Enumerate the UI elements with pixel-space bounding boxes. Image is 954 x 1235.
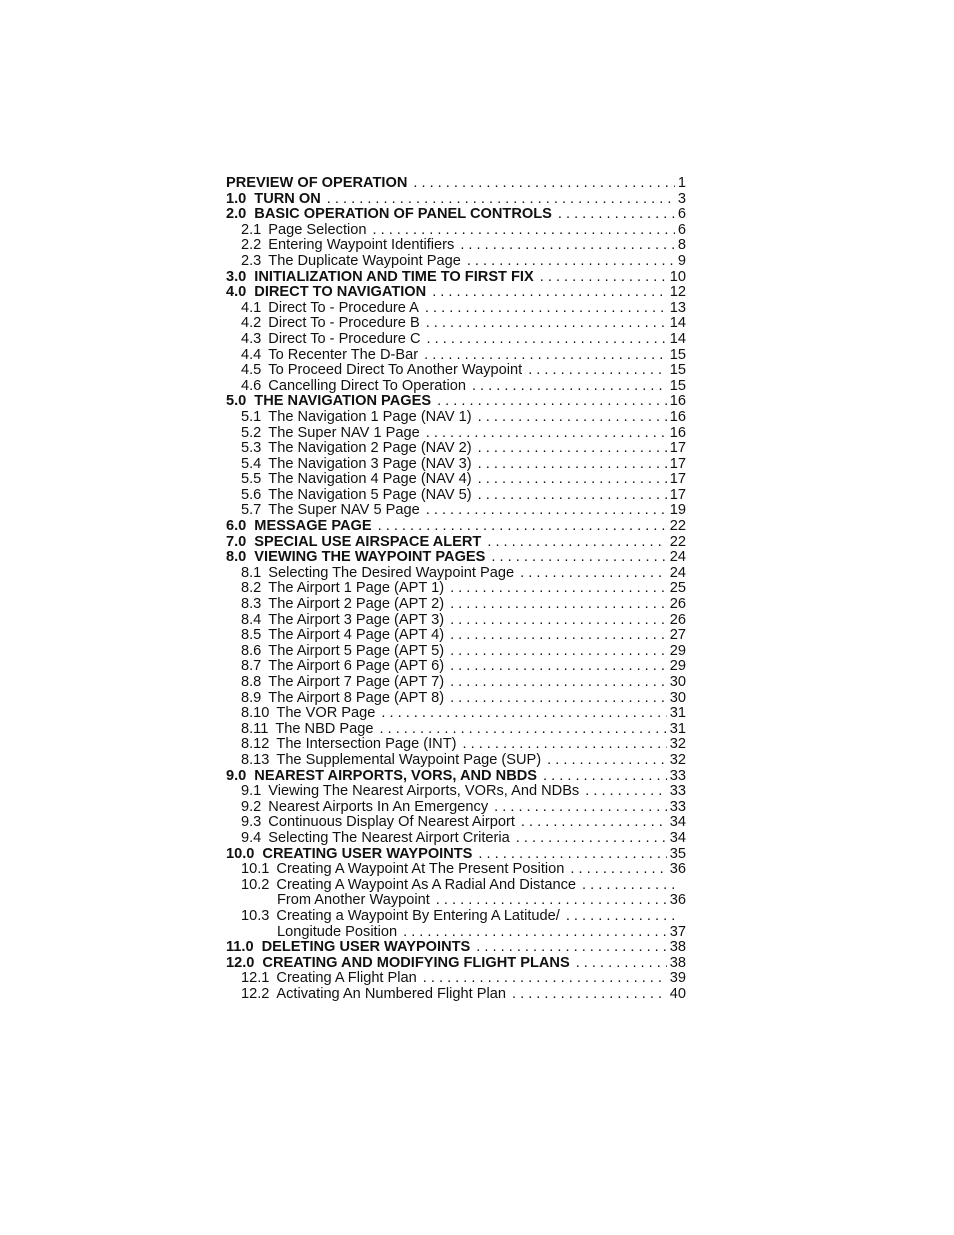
toc-section-title: THE NAVIGATION PAGES	[254, 393, 432, 410]
toc-page-number: 26	[669, 611, 686, 628]
toc-entry	[226, 737, 686, 753]
toc-section-title: The Navigation 3 Page (NAV 3)	[268, 455, 472, 472]
toc-entry	[226, 956, 686, 972]
toc-section-title: From Another Waypoint	[277, 892, 430, 909]
toc-section-number: 8.10	[241, 705, 270, 722]
toc-entry	[226, 394, 686, 410]
toc-dot-leader	[379, 722, 666, 738]
toc-page-number: 36	[669, 861, 686, 878]
toc-entry	[226, 815, 686, 831]
toc-section-title: Selecting The Desired Waypoint Page	[268, 564, 515, 581]
toc-dot-leader	[487, 535, 666, 551]
toc-page-number: 37	[669, 923, 686, 940]
toc-entry	[226, 597, 686, 613]
toc-entry	[226, 706, 686, 722]
toc-section-number: 8.11	[241, 720, 269, 737]
toc-section-number: 8.3	[241, 596, 262, 613]
toc-dot-leader	[450, 659, 667, 675]
toc-section-number: 4.0	[226, 284, 247, 301]
toc-dot-leader	[478, 410, 667, 426]
toc-section-number: 5.7	[241, 502, 262, 519]
toc-entry	[226, 581, 686, 597]
toc-section-title: VIEWING THE WAYPOINT PAGES	[254, 549, 486, 566]
toc-page-number: 35	[669, 845, 686, 862]
toc-section-number: 5.5	[241, 471, 262, 488]
toc-section-title: The Airport 2 Page (APT 2)	[268, 596, 445, 613]
toc-section-number: 2.2	[241, 237, 262, 254]
toc-section-number: 2.1	[241, 221, 262, 238]
toc-section-number: 5.3	[241, 440, 262, 457]
toc-section-title: The Airport 8 Page (APT 8)	[268, 689, 445, 706]
toc-entry	[226, 535, 686, 551]
toc-page-number: 17	[669, 455, 686, 472]
toc-section-number: 12.1	[241, 970, 270, 987]
toc-entry	[226, 566, 686, 582]
toc-entry	[226, 238, 686, 254]
toc-page-number: 38	[669, 939, 686, 956]
toc-dot-leader	[450, 675, 667, 691]
toc-dot-leader	[450, 691, 667, 707]
toc-dot-leader	[460, 238, 675, 254]
toc-section-number: 6.0	[226, 518, 247, 535]
toc-entry	[226, 457, 686, 473]
toc-section-number: 4.4	[241, 346, 262, 363]
toc-entry	[226, 691, 686, 707]
table-of-contents	[226, 176, 686, 1002]
toc-entry	[226, 659, 686, 675]
toc-entry	[226, 675, 686, 691]
toc-entry	[226, 176, 686, 192]
toc-page-number: 38	[669, 954, 686, 971]
toc-page-number: 33	[669, 783, 686, 800]
toc-section-title: NEAREST AIRPORTS, VORS, AND NBDS	[254, 767, 538, 784]
toc-section-title: The Airport 1 Page (APT 1)	[268, 580, 445, 597]
toc-section-title: Cancelling Direct To Operation	[268, 377, 466, 394]
toc-section-title: Creating a Waypoint By Entering A Latitude/	[276, 907, 560, 924]
toc-section-title: The Intersection Page (INT)	[276, 736, 457, 753]
toc-dot-leader	[450, 628, 667, 644]
toc-section-number: 1.0	[226, 190, 247, 207]
toc-section-number: 10.3	[241, 907, 270, 924]
toc-dot-leader	[423, 971, 667, 987]
toc-dot-leader	[478, 488, 667, 504]
toc-entry	[226, 426, 686, 442]
toc-entry	[226, 550, 686, 566]
toc-dot-leader	[520, 566, 667, 582]
toc-dot-leader	[478, 441, 667, 457]
toc-dot-leader	[476, 940, 666, 956]
toc-entry	[226, 940, 686, 956]
toc-entry	[226, 971, 686, 987]
toc-section-number: 4.2	[241, 315, 262, 332]
toc-entry	[226, 410, 686, 426]
toc-section-number: 8.5	[241, 627, 262, 644]
toc-dot-leader	[462, 737, 666, 753]
toc-section-number: 9.1	[241, 783, 262, 800]
toc-page-number: 15	[669, 377, 686, 394]
toc-section-title: CREATING USER WAYPOINTS	[262, 845, 473, 862]
toc-entry	[226, 847, 686, 863]
toc-dot-leader	[378, 519, 667, 535]
toc-section-title: The Airport 4 Page (APT 4)	[268, 627, 445, 644]
toc-section-title: TURN ON	[254, 190, 321, 207]
toc-entry	[226, 223, 686, 239]
toc-entry	[226, 254, 686, 270]
toc-section-number: 8.12	[241, 736, 270, 753]
toc-section-title: SPECIAL USE AIRSPACE ALERT	[254, 533, 482, 550]
toc-section-title: The Navigation 1 Page (NAV 1)	[268, 408, 472, 425]
toc-page-number: 22	[669, 518, 686, 535]
toc-section-title: The Super NAV 5 Page	[268, 502, 420, 519]
toc-section-number: 5.2	[241, 424, 262, 441]
toc-section-number: 5.1	[241, 408, 262, 425]
toc-section-title: DIRECT TO NAVIGATION	[254, 284, 427, 301]
toc-dot-leader	[540, 270, 667, 286]
toc-dot-leader	[436, 893, 667, 909]
toc-page-number: 6	[677, 206, 686, 223]
toc-page-number: 1	[677, 175, 686, 191]
toc-section-title: Direct To - Procedure B	[268, 315, 420, 332]
toc-page-number: 39	[669, 970, 686, 987]
toc-page-number: 16	[669, 408, 686, 425]
toc-page-number: 17	[669, 471, 686, 488]
toc-section-number: 9.4	[241, 829, 262, 846]
toc-entry	[226, 441, 686, 457]
toc-dot-leader	[478, 457, 667, 473]
toc-entry	[226, 488, 686, 504]
toc-dot-leader	[491, 550, 666, 566]
toc-dot-leader	[547, 753, 667, 769]
toc-dot-leader	[521, 815, 667, 831]
toc-page-number: 31	[669, 705, 686, 722]
toc-entry	[226, 379, 686, 395]
toc-section-number: 9.3	[241, 814, 262, 831]
toc-page-number: 16	[669, 424, 686, 441]
toc-section-title: MESSAGE PAGE	[254, 518, 372, 535]
toc-section-title: DELETING USER WAYPOINTS	[261, 939, 471, 956]
toc-dot-leader	[566, 909, 675, 925]
toc-dot-leader	[472, 379, 667, 395]
toc-entry	[226, 503, 686, 519]
toc-section-number: 10.0	[226, 845, 255, 862]
toc-dot-leader	[450, 613, 667, 629]
toc-dot-leader	[478, 472, 667, 488]
toc-entry	[226, 862, 686, 878]
toc-section-title: The Navigation 2 Page (NAV 2)	[268, 440, 472, 457]
toc-section-title: Selecting The Nearest Airport Criteria	[268, 829, 510, 846]
toc-section-title: The Super NAV 1 Page	[268, 424, 420, 441]
toc-section-title: The Airport 5 Page (APT 5)	[268, 642, 445, 659]
toc-section-title: Entering Waypoint Identifiers	[268, 237, 455, 254]
toc-entry	[226, 472, 686, 488]
toc-entry	[226, 628, 686, 644]
toc-entry	[226, 332, 686, 348]
toc-page-number: 24	[669, 564, 686, 581]
toc-page-number: 34	[669, 829, 686, 846]
toc-section-number: 8.4	[241, 611, 262, 628]
toc-page-number: 26	[669, 596, 686, 613]
toc-dot-leader	[424, 348, 667, 364]
toc-page-number: 29	[669, 642, 686, 659]
toc-page-number: 33	[669, 798, 686, 815]
toc-dot-leader	[582, 878, 675, 894]
toc-section-number: 4.3	[241, 330, 262, 347]
toc-section-number: 8.0	[226, 549, 247, 566]
toc-section-title: The NBD Page	[275, 720, 374, 737]
toc-entry	[226, 363, 686, 379]
toc-entry	[226, 348, 686, 364]
toc-section-number: 2.0	[226, 206, 247, 223]
toc-dot-leader	[372, 223, 674, 239]
toc-entry	[226, 753, 686, 769]
toc-section-title: The Airport 6 Page (APT 6)	[268, 658, 445, 675]
toc-section-number: 12.0	[226, 954, 255, 971]
toc-entry	[226, 722, 686, 738]
toc-dot-leader	[450, 644, 667, 660]
toc-page-number: 30	[669, 689, 686, 706]
toc-dot-leader	[437, 394, 667, 410]
toc-page-number: 15	[669, 362, 686, 379]
toc-page-number: 36	[669, 892, 686, 909]
toc-section-title: The Navigation 5 Page (NAV 5)	[268, 486, 472, 503]
toc-section-title: The Airport 7 Page (APT 7)	[268, 674, 445, 690]
toc-dot-leader	[425, 301, 667, 317]
toc-dot-leader	[528, 363, 667, 379]
toc-dot-leader	[381, 706, 666, 722]
toc-entry	[226, 519, 686, 535]
toc-section-title: To Recenter The D-Bar	[268, 346, 419, 363]
toc-entry	[226, 925, 686, 941]
toc-section-number: 3.0	[226, 268, 247, 285]
toc-section-number: 7.0	[226, 533, 247, 550]
toc-page-number: 14	[669, 315, 686, 332]
toc-entry	[226, 800, 686, 816]
toc-dot-leader	[494, 800, 667, 816]
toc-section-title: Longitude Position	[277, 923, 398, 940]
toc-section-number: 9.0	[226, 767, 247, 784]
toc-dot-leader	[432, 285, 667, 301]
toc-page-number: 16	[669, 393, 686, 410]
toc-section-number: 8.7	[241, 658, 262, 675]
toc-section-title: Viewing The Nearest Airports, VORs, And NDBs	[268, 783, 580, 800]
toc-entry	[226, 909, 686, 925]
toc-dot-leader	[413, 176, 675, 192]
toc-page-number: 22	[669, 533, 686, 550]
toc-section-number: 4.5	[241, 362, 262, 379]
toc-page-number: 12	[669, 284, 686, 301]
toc-page-number: 10	[669, 268, 686, 285]
toc-dot-leader	[450, 581, 667, 597]
toc-section-number: 2.3	[241, 252, 262, 269]
toc-section-number: 4.1	[241, 299, 262, 316]
toc-entry	[226, 893, 686, 909]
toc-section-number: 8.6	[241, 642, 262, 659]
toc-page-number: 14	[669, 330, 686, 347]
toc-section-title: The VOR Page	[276, 705, 376, 722]
toc-dot-leader	[512, 987, 667, 1003]
toc-page-number: 9	[677, 252, 686, 269]
toc-section-title: BASIC OPERATION OF PANEL CONTROLS	[254, 206, 552, 223]
toc-page-number: 30	[669, 674, 686, 690]
toc-entry	[226, 613, 686, 629]
toc-page-number: 8	[677, 237, 686, 254]
toc-entry	[226, 301, 686, 317]
toc-section-title: PREVIEW OF OPERATION	[226, 175, 408, 191]
toc-page-number: 33	[669, 767, 686, 784]
toc-page-number: 15	[669, 346, 686, 363]
toc-dot-leader	[570, 862, 666, 878]
toc-section-number: 4.6	[241, 377, 262, 394]
toc-dot-leader	[558, 207, 675, 223]
toc-dot-leader	[403, 925, 667, 941]
toc-dot-leader	[576, 956, 667, 972]
toc-dot-leader	[426, 426, 667, 442]
toc-page-number: 19	[669, 502, 686, 519]
toc-page-number: 6	[677, 221, 686, 238]
toc-entry	[226, 270, 686, 286]
toc-section-number: 8.8	[241, 674, 262, 690]
toc-page-number: 25	[669, 580, 686, 597]
toc-entry	[226, 987, 686, 1003]
toc-page-number: 17	[669, 486, 686, 503]
toc-section-title: The Duplicate Waypoint Page	[268, 252, 461, 269]
toc-dot-leader	[426, 316, 667, 332]
toc-section-number: 5.0	[226, 393, 247, 410]
toc-section-number: 11.0	[226, 939, 254, 956]
toc-dot-leader	[467, 254, 675, 270]
toc-page-number: 3	[677, 190, 686, 207]
toc-dot-leader	[585, 784, 667, 800]
toc-section-title: The Navigation 4 Page (NAV 4)	[268, 471, 472, 488]
toc-page-number: 17	[669, 440, 686, 457]
toc-entry	[226, 769, 686, 785]
toc-entry	[226, 784, 686, 800]
toc-entry	[226, 831, 686, 847]
toc-page-number: 31	[669, 720, 686, 737]
toc-page-number: 27	[669, 627, 686, 644]
toc-section-number: 8.2	[241, 580, 262, 597]
toc-entry	[226, 207, 686, 223]
toc-section-number: 5.4	[241, 455, 262, 472]
toc-section-title: Creating A Flight Plan	[276, 970, 417, 987]
toc-dot-leader	[427, 332, 667, 348]
toc-section-number: 8.13	[241, 751, 270, 768]
toc-page-number: 29	[669, 658, 686, 675]
toc-section-title: The Supplemental Waypoint Page (SUP)	[276, 751, 542, 768]
toc-entry	[226, 878, 686, 894]
toc-dot-leader	[478, 847, 666, 863]
toc-section-title: Page Selection	[268, 221, 367, 238]
toc-section-title: Creating A Waypoint At The Present Position	[276, 861, 565, 878]
toc-section-number: 8.9	[241, 689, 262, 706]
toc-page-number: 32	[669, 751, 686, 768]
toc-section-number: 8.1	[241, 564, 262, 581]
toc-section-title: The Airport 3 Page (APT 3)	[268, 611, 445, 628]
toc-section-number: 10.2	[241, 876, 270, 893]
toc-page-number: 32	[669, 736, 686, 753]
toc-page-number: 24	[669, 549, 686, 566]
toc-section-title: Creating A Waypoint As A Radial And Distance	[276, 876, 577, 893]
toc-entry	[226, 316, 686, 332]
toc-section-title: Nearest Airports In An Emergency	[268, 798, 489, 815]
toc-entry	[226, 644, 686, 660]
toc-page-number: 13	[669, 299, 686, 316]
toc-section-title: Direct To - Procedure A	[268, 299, 419, 316]
toc-entry	[226, 192, 686, 208]
toc-dot-leader	[450, 597, 667, 613]
toc-section-title: CREATING AND MODIFYING FLIGHT PLANS	[262, 954, 570, 971]
toc-section-number: 9.2	[241, 798, 262, 815]
toc-dot-leader	[543, 769, 667, 785]
toc-section-title: Direct To - Procedure C	[268, 330, 421, 347]
toc-section-number: 10.1	[241, 861, 270, 878]
toc-dot-leader	[426, 503, 667, 519]
toc-page-number: 34	[669, 814, 686, 831]
toc-dot-leader	[327, 192, 675, 208]
toc-section-title: INITIALIZATION AND TIME TO FIRST FIX	[254, 268, 534, 285]
toc-entry	[226, 285, 686, 301]
toc-dot-leader	[516, 831, 667, 847]
toc-page-number: 40	[669, 985, 686, 1002]
toc-section-title: Continuous Display Of Nearest Airport	[268, 814, 515, 831]
toc-section-number: 12.2	[241, 985, 270, 1002]
toc-section-title: To Proceed Direct To Another Waypoint	[268, 362, 523, 379]
toc-section-number: 5.6	[241, 486, 262, 503]
toc-section-title: Activating An Numbered Flight Plan	[276, 985, 506, 1002]
